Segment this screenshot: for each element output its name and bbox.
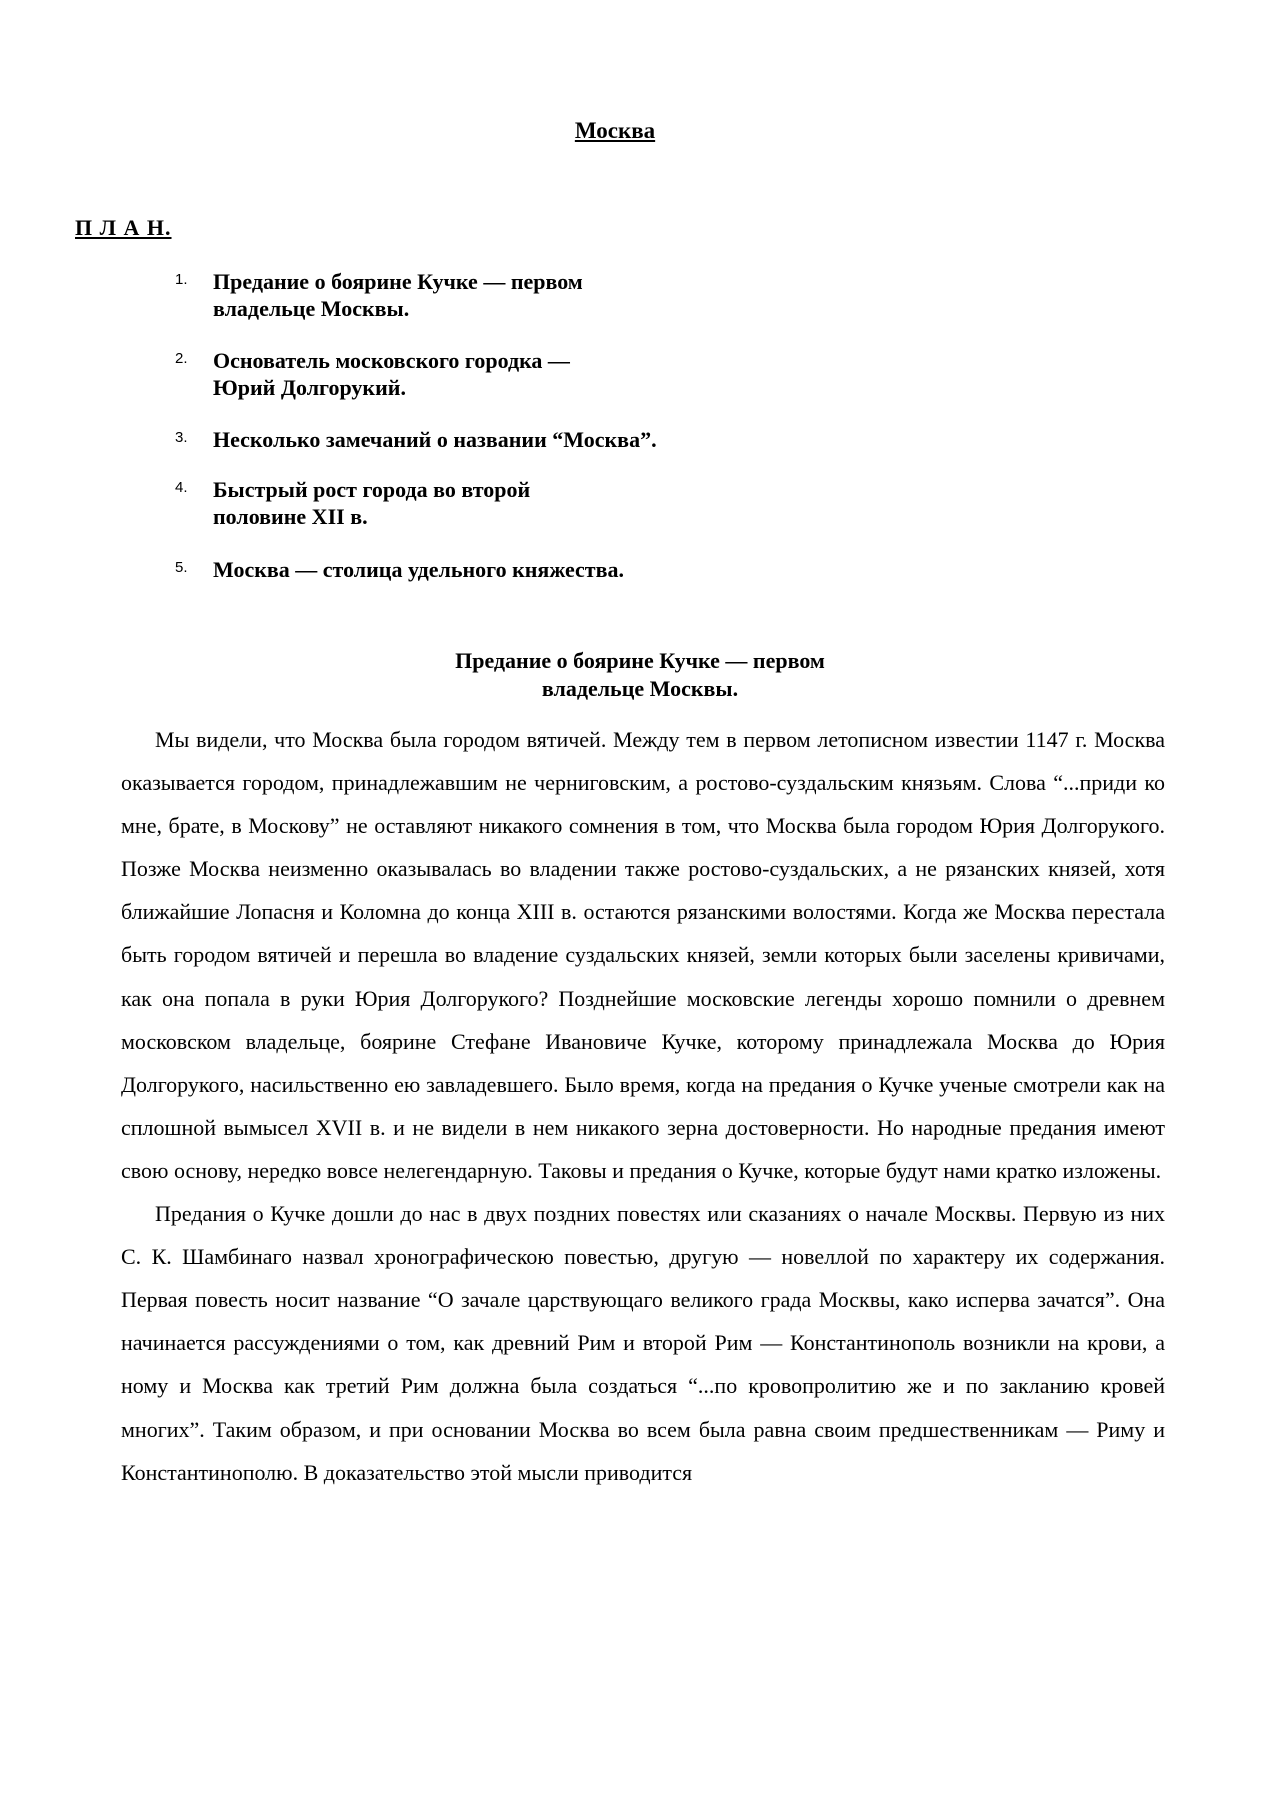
plan-item-text: Несколько замечаний о названии “Москва”.	[213, 427, 657, 452]
paragraph: Предания о Кучке дошли до нас в двух поздних повестях или сказаниях о начале Москвы. Первую из них С. К. Шамбинаго назвал хронографическою повестью, другую — новеллой по характеру их содержания. Первая повесть носит название “О зачале царствующаго великого града Москвы, како исперва зачатся”. Она начинается рассуждениями о том, как древний Рим и второй Рим — Константинополь возникли на крови, а ному и Москва как третий Рим должна была создаться “...по кровопролитию же и по закланию кровей многих”. Таким образом, и при основании Москва во всем была равна своим предшественникам — Риму и Константинополю. В доказательство этой мысли приводится	[121, 1201, 1165, 1485]
document-title: Москва	[574, 118, 656, 143]
body-text	[121, 718, 1165, 1494]
plan-item-number: 5.	[175, 559, 188, 576]
plan-item-text: Москва — столица удельного княжества.	[213, 557, 624, 582]
plan-item-number: 2.	[175, 350, 188, 367]
paragraph: Мы видели, что Москва была городом вятичей. Между тем в первом летописном известии 1147 г. Москва оказывается городом, принадлежавшим не черниговским, а ростово-суздальским князьям. Слова “...приди ко мне, брате, в Москову” не оставляют никакого сомнения в том, что Москва была городом Юрия Долгорукого. Позже Москва неизменно оказывалась во владении также ростово-суздальских, а не рязанских князей, хотя ближайшие Лопасня и Коломна до конца XIII в. остаются рязанскими волостями. Когда же Москва перестала быть городом вятичей и перешла во владение суздальских князей, земли которых были заселены кривичами, как она попала в руки Юрия Долгорукого? Позднейшие московские легенды хорошо помнили о древнем московском владельце, боярине Стефане Ивановиче Кучке, которому принадлежала Москва до Юрия Долгорукого, насильственно ею завладевшего. Было время, когда на предания о Кучке ученые смотрели как на сплошной вымысел XVII в. и не видели в нем никакого зерна достоверности. Но народные предания имеют свою основу, нередко вовсе нелегендарную. Таковы и предания о Кучке, которые будут нами кратко изложены.	[121, 727, 1165, 1183]
plan-heading: П Л А Н.	[75, 215, 172, 240]
plan-item-number: 3.	[175, 429, 188, 446]
section-title: Предание о боярине Кучке — первом владельце Москвы.	[455, 648, 825, 701]
plan-item-text: Предание о боярине Кучке — первом владельце Москвы.	[213, 269, 583, 321]
plan-item-number: 1.	[175, 271, 188, 288]
plan-item-text: Основатель московского городка — Юрий Долгорукий.	[213, 348, 570, 400]
plan-item-text: Быстрый рост города во второй половине XII в.	[213, 477, 531, 529]
plan-item-number: 4.	[175, 479, 188, 496]
